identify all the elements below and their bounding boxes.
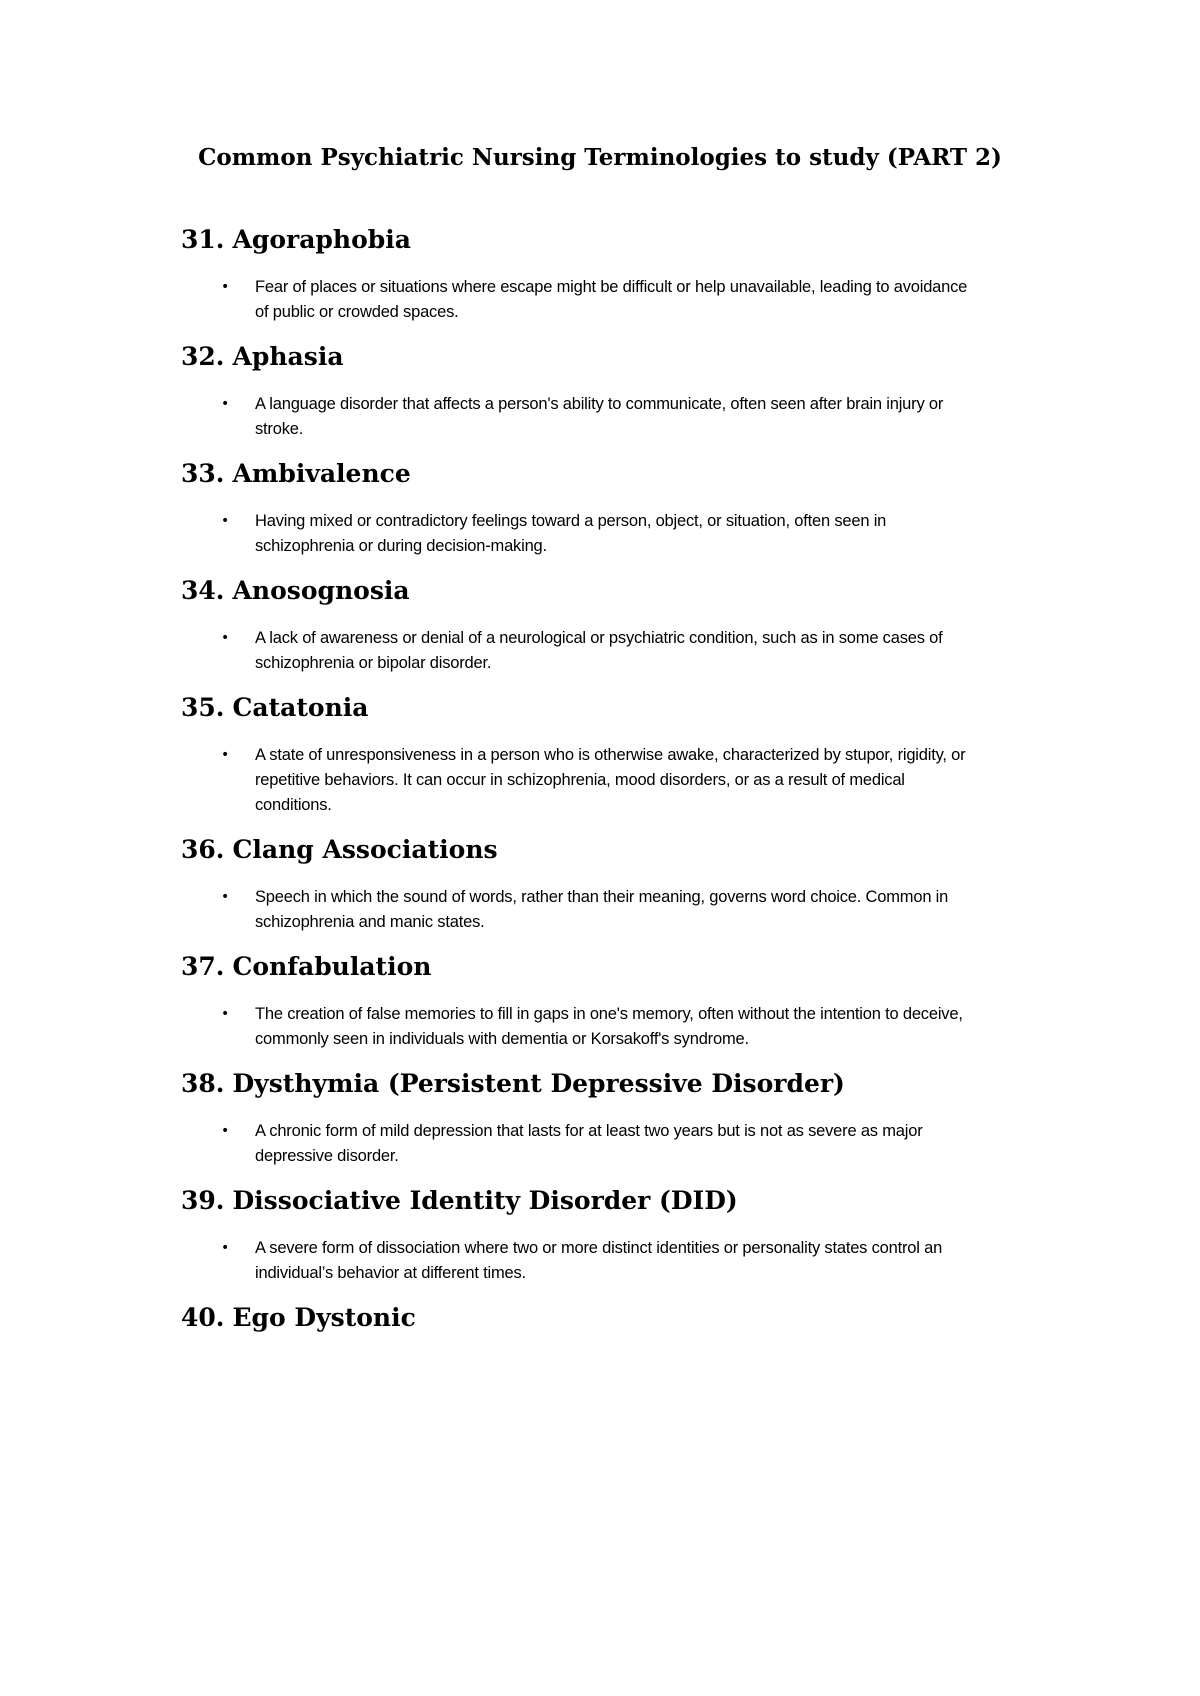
term-name: Dysthymia (Persistent Depressive Disorder): [232, 1069, 845, 1098]
term-entry: [181, 691, 1041, 818]
definition-text: A language disorder that affects a person's ability to communicate, often seen after brain injury or stroke.: [255, 395, 944, 438]
term-entry: [181, 223, 1041, 325]
term-number: 35.: [181, 693, 225, 722]
definition-list: [181, 1002, 1041, 1052]
term-name: Aphasia: [232, 342, 344, 371]
definition-text: The creation of false memories to fill in gaps in one's memory, often without the intention to deceive, commonly seen in individuals with dementia or Korsakoff's syndrome.: [255, 1005, 963, 1048]
term-entry: [181, 457, 1041, 559]
term-heading: [181, 457, 1041, 491]
term-heading: [181, 950, 1041, 984]
definition-text: A state of unresponsiveness in a person who is otherwise awake, characterized by stupor, rigidity, or repetitive behaviors. It can occur in schizophrenia, mood disorders, or as a result of medical conditions.: [255, 746, 966, 814]
definition-item: [181, 1002, 975, 1052]
definition-item: [181, 509, 975, 559]
term-entry: [181, 1301, 1041, 1335]
definition-list: [181, 1236, 1041, 1286]
definition-item: [181, 885, 975, 935]
definition-item: [181, 1119, 975, 1169]
definition-text: Speech in which the sound of words, rather than their meaning, governs word choice. Common in schizophrenia and manic states.: [255, 888, 949, 931]
term-heading: [181, 1184, 1041, 1218]
term-entry: [181, 950, 1041, 1052]
definition-item: [181, 1236, 975, 1286]
term-number: 40.: [181, 1303, 225, 1332]
definition-list: [181, 275, 1041, 325]
term-heading: [181, 1301, 1041, 1335]
term-number: 38.: [181, 1069, 225, 1098]
definition-item: [181, 743, 975, 818]
term-heading: [181, 574, 1041, 608]
definition-text: Fear of places or situations where escape might be difficult or help unavailable, leading to avoidance of public or crowded spaces.: [255, 278, 968, 321]
definition-text: Having mixed or contradictory feelings toward a person, object, or situation, often seen in schizophrenia or during decision-making.: [255, 512, 887, 555]
term-number: 37.: [181, 952, 225, 981]
bullet-icon: •: [221, 279, 230, 295]
term-heading: [181, 691, 1041, 725]
definition-list: [181, 1119, 1041, 1169]
definition-text: A lack of awareness or denial of a neurological or psychiatric condition, such as in some cases of schizophrenia or bipolar disorder.: [255, 629, 943, 672]
bullet-icon: •: [221, 889, 230, 905]
term-heading: [181, 223, 1041, 257]
bullet-icon: •: [221, 630, 230, 646]
bullet-icon: •: [221, 513, 230, 529]
term-entry: [181, 1067, 1041, 1169]
term-number: 31.: [181, 225, 225, 254]
terms-list: [181, 223, 1041, 1353]
definition-item: [181, 275, 975, 325]
term-number: 39.: [181, 1186, 225, 1215]
term-number: 33.: [181, 459, 225, 488]
definition-list: [181, 392, 1041, 442]
term-heading: [181, 1067, 1041, 1101]
definition-item: [181, 626, 975, 676]
term-name: Confabulation: [232, 952, 432, 981]
page-title: Common Psychiatric Nursing Terminologies to study (PART 2): [198, 144, 1002, 171]
term-name: Catatonia: [232, 693, 369, 722]
term-number: 36.: [181, 835, 225, 864]
term-name: Ego Dystonic: [232, 1303, 416, 1332]
term-name: Dissociative Identity Disorder (DID): [232, 1186, 738, 1215]
term-number: 32.: [181, 342, 225, 371]
term-heading: [181, 833, 1041, 867]
term-name: Anosognosia: [232, 576, 410, 605]
term-entry: [181, 574, 1041, 676]
term-name: Ambivalence: [232, 459, 411, 488]
term-entry: [181, 340, 1041, 442]
definition-list: [181, 509, 1041, 559]
term-entry: [181, 833, 1041, 935]
term-entry: [181, 1184, 1041, 1286]
definition-item: [181, 392, 975, 442]
bullet-icon: •: [221, 747, 230, 763]
bullet-icon: •: [221, 1006, 230, 1022]
term-name: Clang Associations: [232, 835, 498, 864]
bullet-icon: •: [221, 1123, 230, 1139]
definition-list: [181, 626, 1041, 676]
definition-list: [181, 743, 1041, 818]
term-name: Agoraphobia: [232, 225, 411, 254]
bullet-icon: •: [221, 396, 230, 412]
term-heading: [181, 340, 1041, 374]
definition-text: A chronic form of mild depression that lasts for at least two years but is not as severe as major depressive disorder.: [255, 1122, 923, 1165]
term-number: 34.: [181, 576, 225, 605]
definition-list: [181, 885, 1041, 935]
bullet-icon: •: [221, 1240, 230, 1256]
definition-text: A severe form of dissociation where two or more distinct identities or personality states control an individual’s behavior at different times.: [255, 1239, 943, 1282]
